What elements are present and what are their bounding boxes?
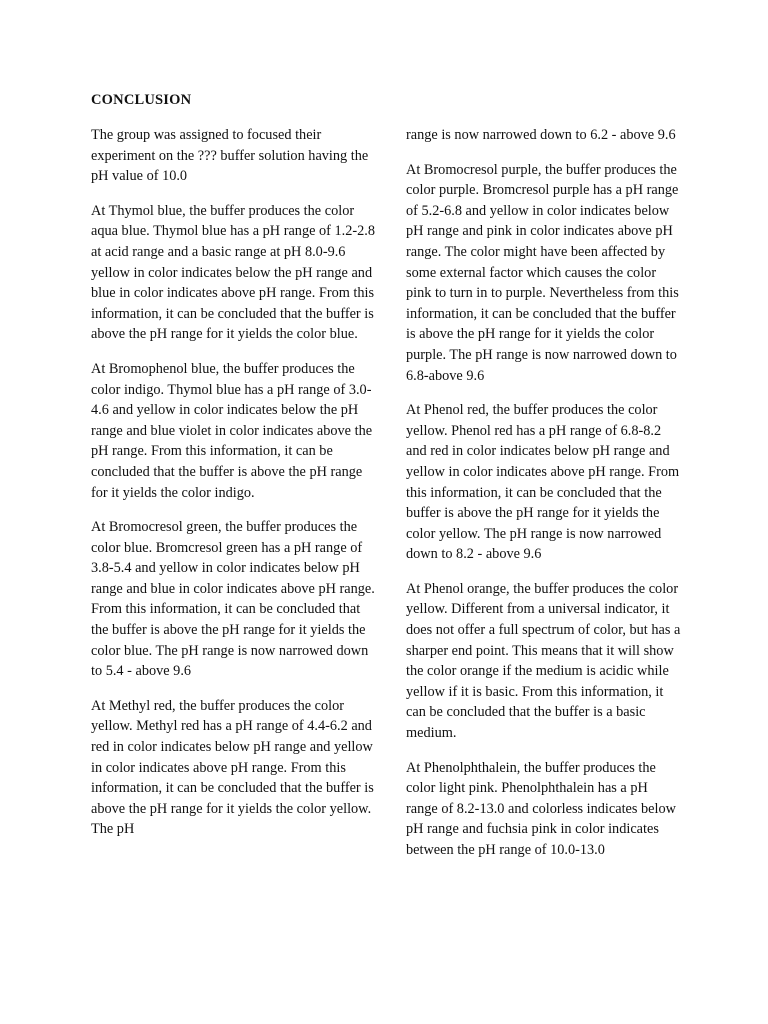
paragraph-bromocresol-green: At Bromocresol green, the buffer produces the color blue. Bromcresol green has a pH range of 3.8-5.4 and yellow in color indicates below pH range and blue in color indicates above pH range. From this information, it can be concluded that the buffer is above the pH range for it yields the color blue. The pH range is now narrowed down to 5.4 - above 9.6 bbox=[91, 519, 375, 680]
paragraph-bromophenol-blue: At Bromophenol blue, the buffer produces the color indigo. Thymol blue has a pH range of 3.0-4.6 and yellow in color indicates below the pH range and blue violet in color indicates above the pH range. From this information, it can be concluded that the buffer is above the pH range for it yields the color indigo. bbox=[91, 360, 373, 501]
paragraph-phenol-orange: At Phenol orange, the buffer produces the color yellow. Different from a universal indicator, it does not offer a full spectrum of color, but has a sharper end point. This means that it will show the color orange if the medium is acidic while yellow if it is basic. From this information, it can be concluded that the buffer is a basic medium. bbox=[406, 580, 681, 742]
left-column bbox=[91, 125, 381, 854]
paragraph-methyl-red: At Methyl red, the buffer produces the color yellow. Methyl red has a pH range of 4.4-6.2 and red in color indicates below pH range and yellow in color indicates above pH range. From this information, it can be concluded that the buffer is above the pH range for it yields the color yellow. The pH bbox=[91, 697, 374, 838]
paragraph-bromocresol-purple: At Bromocresol purple, the buffer produces the color purple. Bromcresol purple has a pH range of 5.2-6.8 and yellow in color indicates below pH range and pink in color indicates above pH range. The color might have been affected by some external factor which causes the color pink to turn in to purple. Nevertheless from this information, it can be concluded that the buffer is above the pH range for it yields the color purple. The pH range is now narrowed down to 6.8-above 9.6 bbox=[406, 161, 679, 384]
paragraph-phenol-red: At Phenol red, the buffer produces the color yellow. Phenol red has a pH range of 6.8-8.2 and red in color indicates below pH range and yellow in color indicates above pH range. From this information, it can be concluded that the buffer is above the pH range for it yields the color yellow. The pH range is now narrowed down to 8.2 - above 9.6 bbox=[406, 402, 680, 563]
paragraph-intro: The group was assigned to focused their experiment on the ??? buffer solution having the pH value of 10.0 bbox=[91, 127, 369, 185]
right-column bbox=[406, 125, 682, 875]
paragraph-thymol-blue: At Thymol blue, the buffer produces the color aqua blue. Thymol blue has a pH range of 1.2-2.8 at acid range and a basic range at pH 8.0-9.6 yellow in color indicates below the pH range and blue in color indicates above pH range. From this information, it can be concluded that the buffer is above the pH range for it yields the color blue. bbox=[91, 202, 376, 343]
paragraph-phenolphthalein: At Phenolphthalein, the buffer produces the color light pink. Phenolphthalein has a pH range of 8.2-13.0 and colorless indicates below pH range and fuchsia pink in color indicates between the pH range of 10.0-13.0 bbox=[406, 759, 676, 858]
page-heading: CONCLUSION bbox=[91, 92, 192, 108]
paragraph-methyl-red-continued: range is now narrowed down to 6.2 - above 9.6 bbox=[406, 127, 676, 143]
